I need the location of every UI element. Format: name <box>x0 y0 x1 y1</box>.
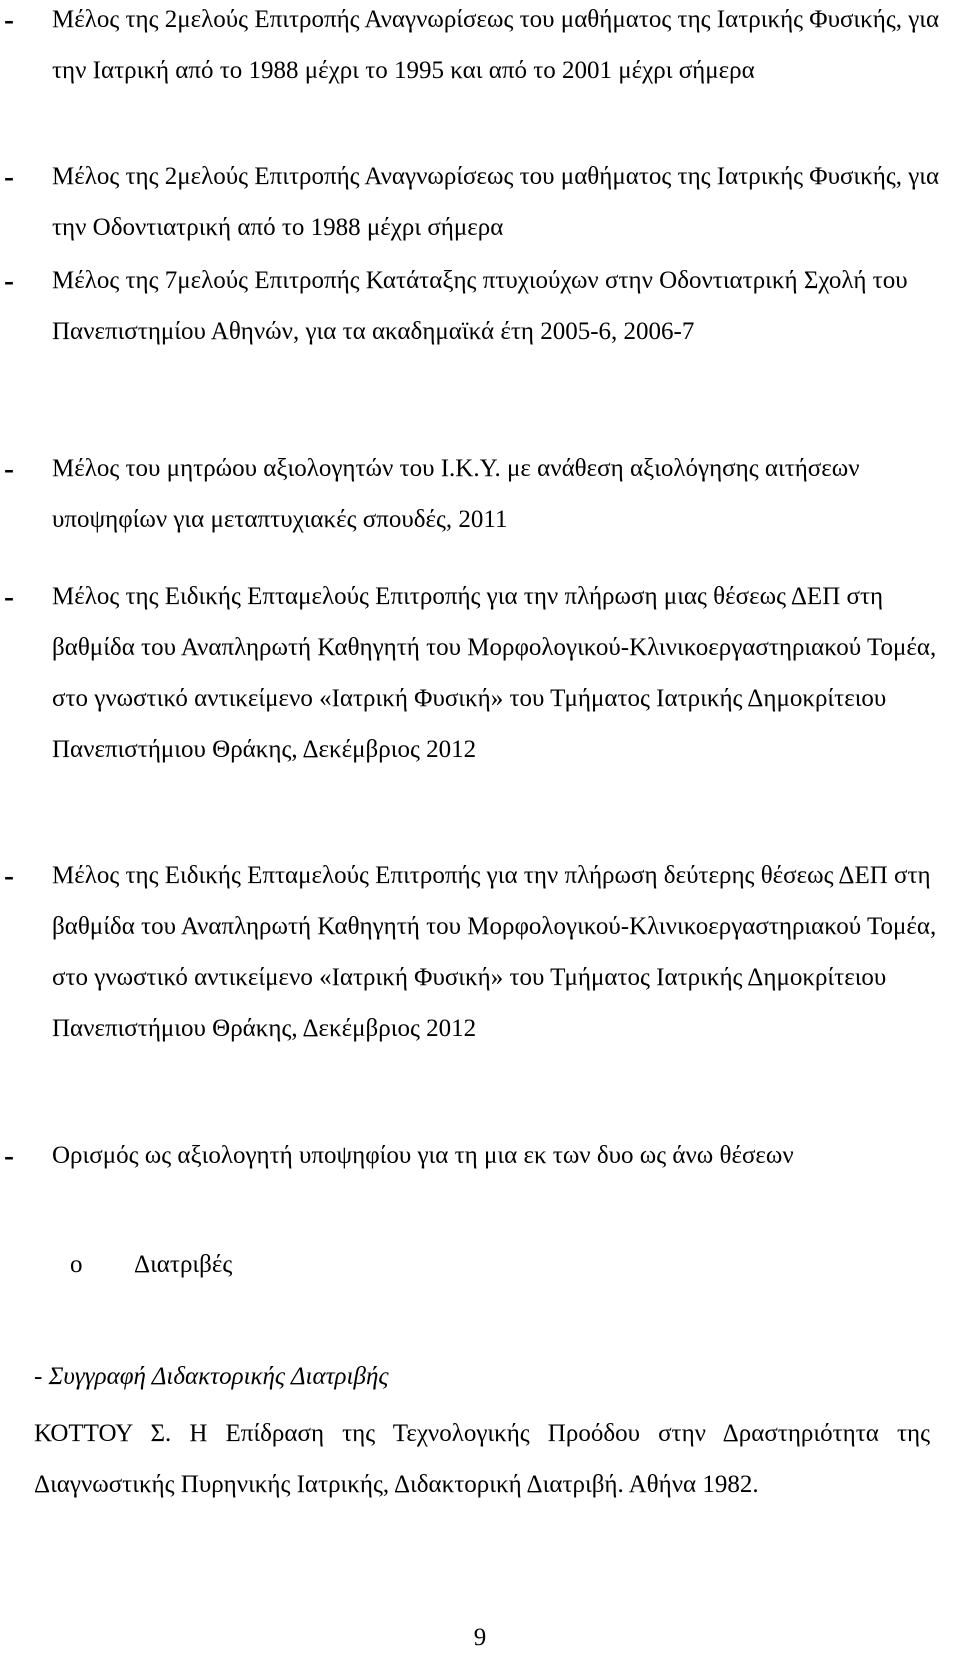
list-item-text: Μέλος της 2μελούς Επιτροπής Αναγνωρίσεως του μαθήματος της Ιατρικής Φυσικής, για την Ιατρική από το 1988 μέχρι το 1995 και από το 2001 μέχρι σήμερα <box>52 6 940 84</box>
list-item-text: Μέλος της Ειδικής Επταμελούς Επιτροπής για την πλήρωση μιας θέσεως ΔΕΠ στη βαθμίδα του Αναπληρωτή Καθηγητή του Μορφολογικού-Κλινικοεργαστηριακού Τομέα, στο γνωστικό αντικείμενο «Ιατρική Φυσική» του Τμήματος Ιατρικής Δημοκρίτειου Πανεπιστήμιου Θράκης, Δεκέμβριος 2012 <box>52 583 937 763</box>
bullet-dash: - <box>4 580 14 613</box>
list-item <box>0 571 960 775</box>
bullet-dash: - <box>4 264 14 297</box>
list-item <box>0 255 960 357</box>
list-item-text: Μέλος της 2μελούς Επιτροπής Αναγνωρίσεως του μαθήματος της Ιατρικής Φυσικής, για την Οδοντιατρική από το 1988 μέχρι σήμερα <box>52 163 940 241</box>
bullet-dash: - <box>4 160 14 193</box>
list-item <box>0 0 960 96</box>
subheading-text: Διατριβές <box>134 1251 233 1278</box>
subheading-marker: o <box>70 1251 83 1278</box>
list-item <box>0 151 960 253</box>
bullet-dash: - <box>4 3 14 36</box>
page-number: 9 <box>473 1624 487 1651</box>
bullet-dash: - <box>4 859 14 892</box>
dissertation-reference: ΚΟΤΤΟΥ Σ. Η Επίδραση της Τεχνολογικής Προόδου στην Δραστηριότητα της Διαγνωστικής Πυρηνικής Ιατρικής, Διδακτορική Διατριβή. Αθήνα 1982. <box>34 1420 930 1498</box>
list-item-text: Μέλος της 7μελούς Επιτροπής Κατάταξης πτυχιούχων στην Οδοντιατρική Σχολή του Πανεπιστημίου Αθηνών, για τα ακαδημαϊκά έτη 2005-6, 2006-7 <box>52 267 908 345</box>
list-item <box>0 443 960 545</box>
section-title: - Συγγραφή Διδακτορικής Διατριβής <box>34 1363 389 1390</box>
list-item <box>0 850 960 1054</box>
list-item-text: Μέλος του μητρώου αξιολογητών του Ι.Κ.Υ. με ανάθεση αξιολόγησης αιτήσεων υποψηφίων για μεταπτυχιακές σπουδές, 2011 <box>52 455 860 533</box>
list-item-text: Μέλος της Ειδικής Επταμελούς Επιτροπής για την πλήρωση δεύτερης θέσεως ΔΕΠ στη βαθμίδα του Αναπληρωτή Καθηγητή του Μορφολογικού-Κλινικοεργαστηριακού Τομέα, στο γνωστικό αντικείμενο «Ιατρική Φυσική» του Τμήματος Ιατρικής Δημοκρίτειου Πανεπιστήμιου Θράκης, Δεκέμβριος 2012 <box>52 862 937 1042</box>
list-item-text: Ορισμός ως αξιολογητή υποψηφίου για τη μια εκ των δυο ως άνω θέσεων <box>52 1142 794 1169</box>
bullet-dash: - <box>4 452 14 485</box>
dissertations-subheading <box>70 1245 232 1285</box>
bullet-dash: - <box>4 1139 14 1172</box>
list-item <box>0 1130 960 1181</box>
